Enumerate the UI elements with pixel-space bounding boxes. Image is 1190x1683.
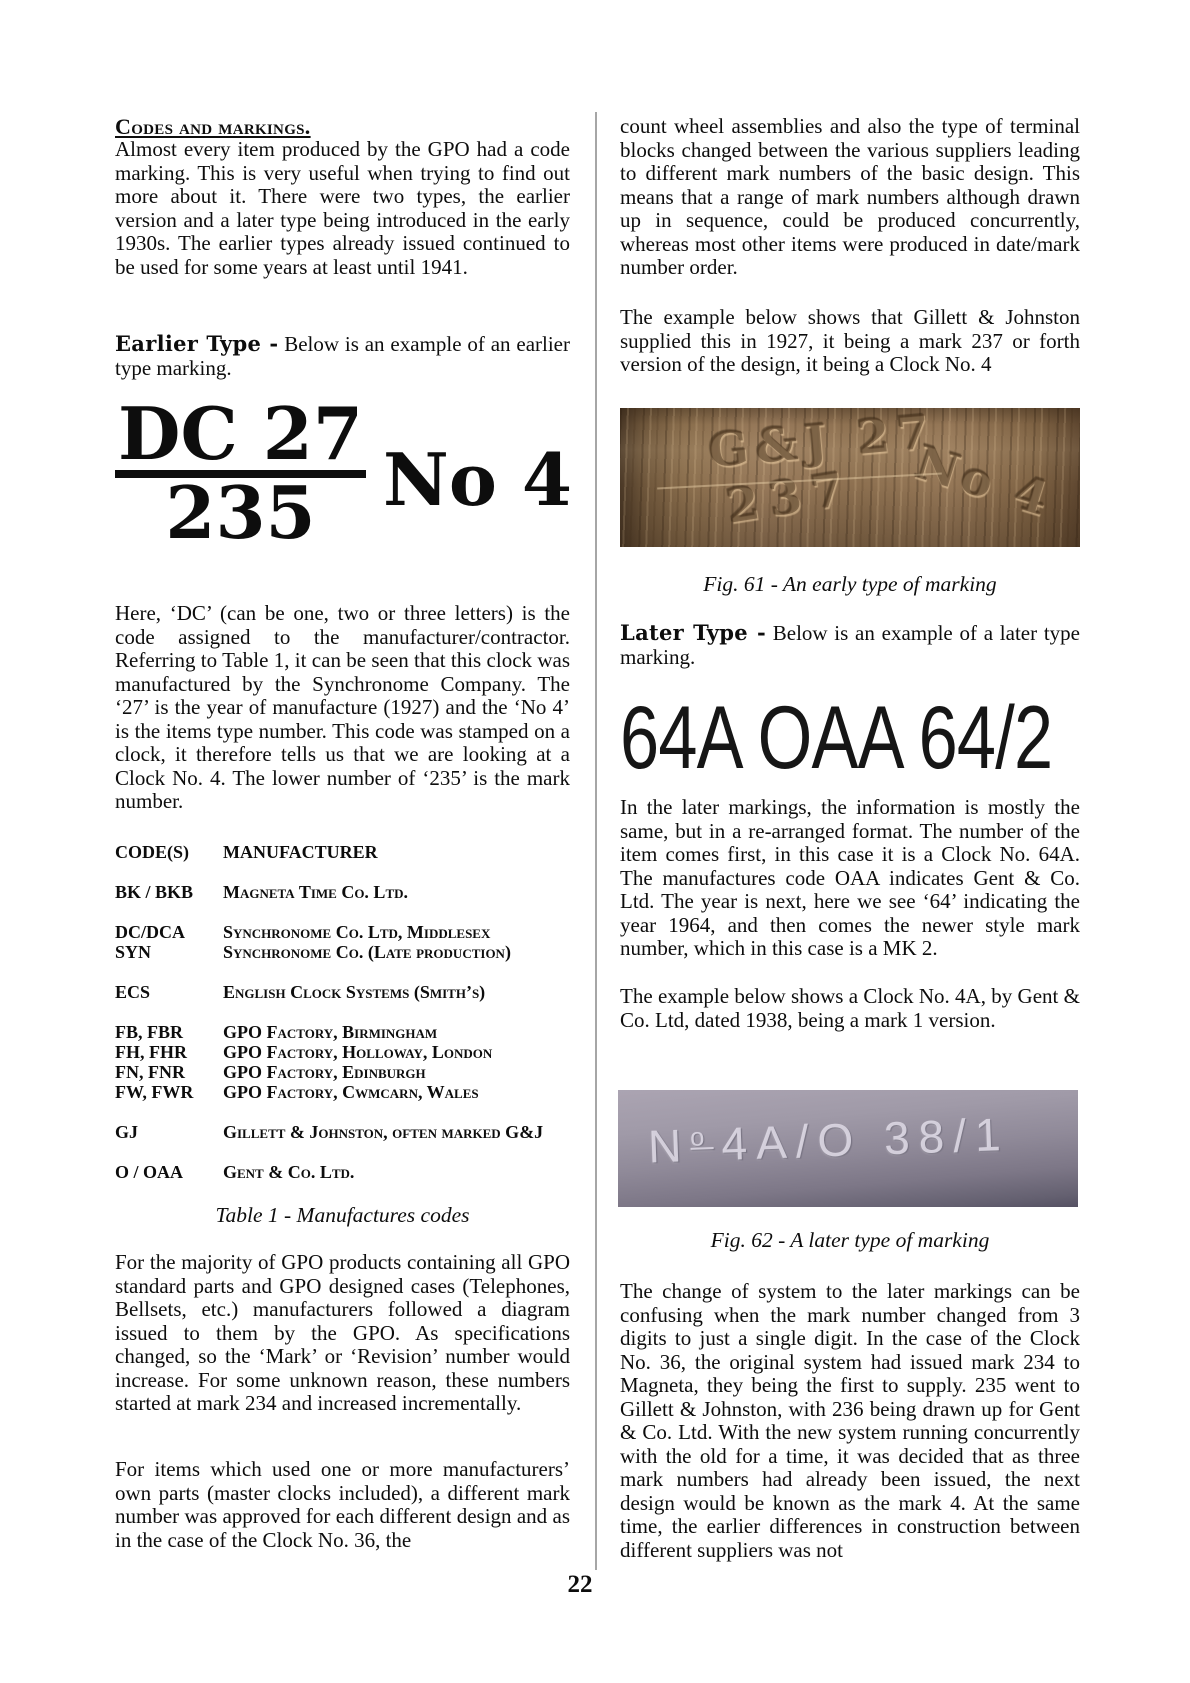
metal-scratch-marking	[647, 1102, 1010, 1172]
paragraph-later-markings: In the later markings, the information is mostly the same, but in a re-arranged format. The number of the item comes first, in this case it is a Clock No. 64A. The manufactures code OAA indicates Gent & Co. Ltd. The year is next, here we see ‘64’ indicating the year 1964, and then comes the newer style mark number, which in this case is a MK 2.	[620, 795, 1080, 960]
marking-mark-number: 235	[165, 470, 316, 555]
earlier-type-text: Below is an example of an earlier type marking.	[115, 332, 570, 380]
wood-stamp-no4: No 4	[909, 434, 1059, 529]
scratch-rest: 4A/O 38/1	[720, 1107, 1011, 1170]
code-cell: DC/DCA	[115, 922, 185, 942]
paragraph-count-wheel: count wheel assemblies and also the type of terminal blocks changed between the various suppliers leading to different mark numbers of the basic design. This means that a range of mark numbers although drawn up in sequence, could be produced concurrently, whereas most other items were produced in date/mark number order.	[620, 114, 1080, 279]
later-type-label: Later Type -	[620, 620, 766, 645]
later-type-line	[620, 621, 1080, 669]
wood-stamp-gj27: G&J 27	[706, 404, 939, 479]
manufacturer-cell: Gent & Co. Ltd.	[223, 1162, 355, 1182]
fig61-caption: Fig. 61 - An early type of marking	[703, 572, 997, 596]
table-group	[115, 1162, 570, 1182]
table-group	[115, 922, 570, 962]
fig62-caption: Fig. 62 - A later type of marking	[710, 1228, 990, 1252]
scratch-o: o	[689, 1123, 714, 1152]
earlier-type-line	[115, 332, 570, 380]
paragraph-intro: Almost every item produced by the GPO had a code marking. This is very useful when trying to find out more about it. There were two types, the earlier version and a later type being introduced in the early 1930s. The earlier types already issued continued to be used for some years at least until 1941.	[115, 137, 570, 279]
earlier-type-label: Earlier Type -	[115, 331, 279, 356]
wood-stamp-237: 237	[722, 460, 858, 535]
code-cell: SYN	[115, 942, 152, 962]
code-cell: BK / BKB	[115, 882, 194, 902]
page-number: 22	[567, 1571, 593, 1598]
manufacturer-cell: GPO Factory, Holloway, London	[223, 1042, 493, 1062]
paragraph-code-explanation: Here, ‘DC’ (can be one, two or three letters) is the code assigned to the manufacturer/contractor. Referring to Table 1, it can be seen that this clock was manufactured by the Synchronome Company. The ‘27’ is the year of manufacture (1927) and the ‘No 4’ is the items type number. This code was stamped on a clock, it therefore tells us that we are looking at a Clock No. 4. The lower number of ‘235’ is the mark number.	[115, 601, 570, 813]
paragraph-example-later: The example below shows a Clock No. 4A, by Gent & Co. Ltd, dated 1938, being a mark 1 version.	[620, 984, 1080, 1032]
table-row	[115, 1162, 570, 1182]
table-header-row	[115, 842, 570, 862]
table-group	[115, 1122, 570, 1142]
table-caption: Table 1 - Manufactures codes	[215, 1203, 470, 1227]
later-marking-graphic: 64A OAA 64/2	[620, 687, 1053, 787]
scratch-n: N	[647, 1119, 692, 1173]
manufacturer-codes-table	[115, 842, 570, 1202]
table-row	[115, 1122, 570, 1142]
manufacturer-cell: English Clock Systems (Smith’s)	[223, 982, 486, 1002]
marking-code-year: DC 27	[115, 402, 366, 478]
code-cell: GJ	[115, 1122, 139, 1142]
codes-and-markings-heading: Codes and markings.	[115, 114, 311, 139]
later-type-text: Below is an example of a later type marking.	[620, 621, 1080, 669]
column-divider	[595, 112, 597, 1570]
paragraph-items: For items which used one or more manufacturers’ own parts (master clocks included), a different mark number was approved for each different design and as in the case of the Clock No. 36, the	[115, 1457, 570, 1552]
table-row	[115, 1082, 570, 1102]
code-cell: O / OAA	[115, 1162, 184, 1182]
manufacturer-cell: Gillett & Johnston, often marked G&J	[223, 1122, 544, 1142]
table-group	[115, 882, 570, 902]
table-row	[115, 942, 570, 962]
table-row	[115, 1042, 570, 1062]
fig62-metal-photo	[618, 1090, 1078, 1207]
code-cell: FB, FBR	[115, 1022, 184, 1042]
table-row	[115, 882, 570, 902]
manufacturer-cell: GPO Factory, Cwmcarn, Wales	[223, 1082, 479, 1102]
code-cell: ECS	[115, 982, 151, 1002]
paragraph-majority: For the majority of GPO products containing all GPO standard parts and GPO designed cases (Telephones, Bellsets, etc.) manufacturers followed a diagram issued to them by the GPO. As specifications changed, so the ‘Mark’ or ‘Revision’ number would increase. For some unknown reason, these numbers started at mark 234 and increased incrementally.	[115, 1250, 570, 1415]
table-row	[115, 982, 570, 1002]
table-row	[115, 922, 570, 942]
code-cell: FH, FHR	[115, 1042, 187, 1062]
column-header-manufacturer: MANUFACTURER	[223, 842, 378, 862]
code-cell: FW, FWR	[115, 1082, 194, 1102]
column-header-codes: CODE(S)	[115, 842, 190, 862]
code-cell: FN, FNR	[115, 1062, 185, 1082]
paragraph-change-of-system: The change of system to the later markings can be confusing when the mark number changed from 3 digits to just a single digit. In the case of the Clock No. 36, the original system had issued mark 234 to Magneta, they being the first to supply. 235 went to Gillett & Johnston, with 236 being drawn up for Gent & Co. Ltd. With the new system running concurrently with the old for a time, it was decided that as three mark numbers had already been issued, the next design would be known as the mark 4. At the same time, the earlier differences in construction between different suppliers was not	[620, 1279, 1080, 1562]
manufacturer-cell: Synchronome Co. Ltd, Middlesex	[223, 922, 491, 942]
fig61-wood-photo	[620, 404, 1080, 547]
marking-type-number: No 4	[383, 437, 572, 522]
manufacturer-cell: Magneta Time Co. Ltd.	[223, 882, 408, 902]
table-group	[115, 1022, 570, 1102]
table-group	[115, 982, 570, 1002]
paragraph-example-early: The example below shows that Gillett & Johnston supplied this in 1927, it being a mark 237 or forth version of the design, it being a Clock No. 4	[620, 305, 1080, 376]
manufacturer-cell: Synchronome Co. (Late production)	[223, 942, 511, 962]
manufacturer-cell: GPO Factory, Birmingham	[223, 1022, 438, 1042]
table-row	[115, 1022, 570, 1042]
manufacturer-cell: GPO Factory, Edinburgh	[223, 1062, 426, 1082]
table-row	[115, 1062, 570, 1082]
early-marking-graphic	[115, 391, 572, 555]
marking-fraction	[115, 391, 366, 555]
